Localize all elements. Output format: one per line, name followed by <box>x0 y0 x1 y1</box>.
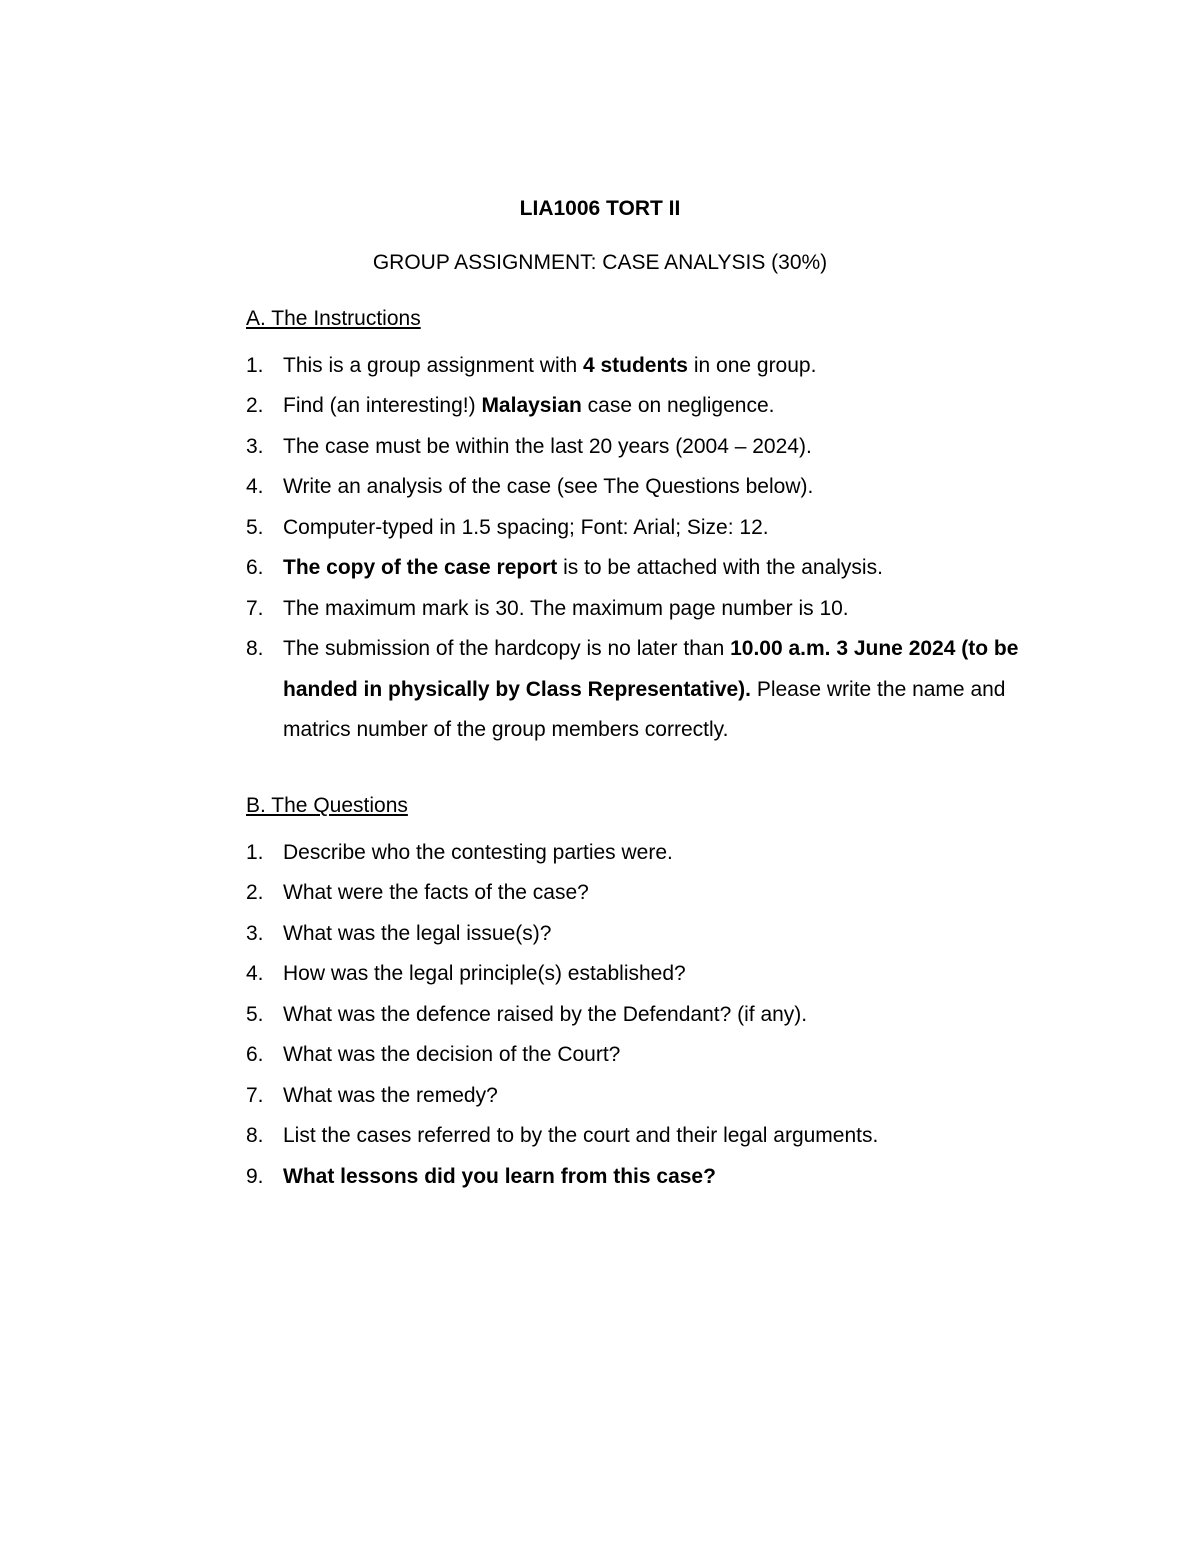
list-number: 2. <box>246 881 264 904</box>
instruction-item <box>246 346 1046 387</box>
bold-text: Malaysian <box>481 394 582 417</box>
item-text <box>283 1084 498 1107</box>
question-item <box>246 914 1046 955</box>
item-text <box>283 841 673 864</box>
text-run: Find (an interesting!) <box>283 394 482 417</box>
list-number: 4. <box>246 475 264 498</box>
text-run: Describe who the contesting parties were. <box>283 840 673 864</box>
instructions-section <box>246 305 1046 751</box>
question-item <box>246 1035 1046 1076</box>
instruction-item <box>246 427 1046 468</box>
text-run: The submission of the hardcopy is no later than <box>283 637 731 660</box>
item-text <box>283 1003 807 1026</box>
document-title: LIA1006 TORT II <box>519 197 681 220</box>
bold-text: The copy of the case report <box>283 556 558 579</box>
bold-text: 4 students <box>582 353 688 377</box>
list-number: 6. <box>246 556 264 579</box>
text-run: This is a group assignment with <box>283 353 583 377</box>
list-number: 5. <box>246 1002 264 1026</box>
item-text <box>283 556 883 579</box>
text-run: What was the legal issue(s)? <box>283 921 552 945</box>
item-text <box>283 1124 878 1147</box>
item-text <box>283 922 551 945</box>
list-number: 1. <box>246 840 264 864</box>
item-text <box>283 516 769 539</box>
list-number: 6. <box>246 1043 264 1066</box>
item-text <box>283 394 774 417</box>
text-run: What were the facts of the case? <box>283 881 589 904</box>
instruction-item <box>246 589 1046 630</box>
text-run: The case must be within the last 20 years (2004 – 2024). <box>283 434 812 458</box>
item-text <box>283 435 812 458</box>
text-run: Write an analysis of the case (see The Questions below). <box>283 475 814 498</box>
instructions-list <box>246 346 1046 751</box>
question-item <box>246 954 1046 995</box>
text-run: How was the legal principle(s) established? <box>283 962 686 985</box>
text-run: in one group. <box>688 353 817 377</box>
item-text <box>283 637 1018 741</box>
question-item <box>246 995 1046 1036</box>
list-number: 3. <box>246 921 264 945</box>
list-number: 7. <box>246 1083 264 1107</box>
questions-heading: B. The Questions <box>246 794 408 817</box>
list-number: 2. <box>246 394 264 417</box>
text-run: The maximum mark is 30. The maximum page number is 10. <box>283 596 849 620</box>
item-text <box>283 1165 716 1188</box>
item-text <box>283 475 813 498</box>
bold-text: What lessons did you learn from this case? <box>283 1164 716 1188</box>
question-item <box>246 1157 1046 1198</box>
text-run: Computer-typed in 1.5 spacing; Font: Arial; Size: 12. <box>283 515 769 539</box>
question-item <box>246 873 1046 914</box>
instruction-item <box>246 467 1046 508</box>
item-text <box>283 1043 620 1066</box>
list-number: 7. <box>246 596 264 620</box>
list-number: 5. <box>246 515 264 539</box>
bold-text: 10.00 a.m. 3 June 2024 (to be handed in physically by Class Representative). <box>283 637 1019 701</box>
question-item <box>246 833 1046 874</box>
list-number: 3. <box>246 434 264 458</box>
list-number: 4. <box>246 962 264 985</box>
question-item <box>246 1116 1046 1157</box>
item-text <box>283 962 686 985</box>
document-subtitle: GROUP ASSIGNMENT: CASE ANALYSIS (30%) <box>372 251 828 274</box>
list-number: 8. <box>246 637 264 660</box>
text-run: What was the remedy? <box>283 1083 498 1107</box>
list-number: 9. <box>246 1164 264 1188</box>
instruction-item <box>246 548 1046 589</box>
questions-list <box>246 833 1046 1198</box>
instruction-item <box>246 629 1046 751</box>
text-run: case on negligence. <box>581 394 775 417</box>
list-number: 1. <box>246 353 264 377</box>
question-item <box>246 1076 1046 1117</box>
text-run: What was the defence raised by the Defendant? (if any). <box>283 1002 808 1026</box>
questions-section <box>246 792 1046 1197</box>
text-run: What was the decision of the Court? <box>283 1043 621 1066</box>
item-text <box>283 354 816 377</box>
text-run: is to be attached with the analysis. <box>557 556 883 579</box>
instructions-heading: A. The Instructions <box>246 307 421 330</box>
text-run: List the cases referred to by the court and their legal arguments. <box>283 1124 879 1147</box>
item-text <box>283 881 589 904</box>
item-text <box>283 597 849 620</box>
instruction-item <box>246 386 1046 427</box>
text-run: Please write the name and matrics number of the group members correctly. <box>283 677 1006 741</box>
list-number: 8. <box>246 1124 264 1147</box>
instruction-item <box>246 508 1046 549</box>
